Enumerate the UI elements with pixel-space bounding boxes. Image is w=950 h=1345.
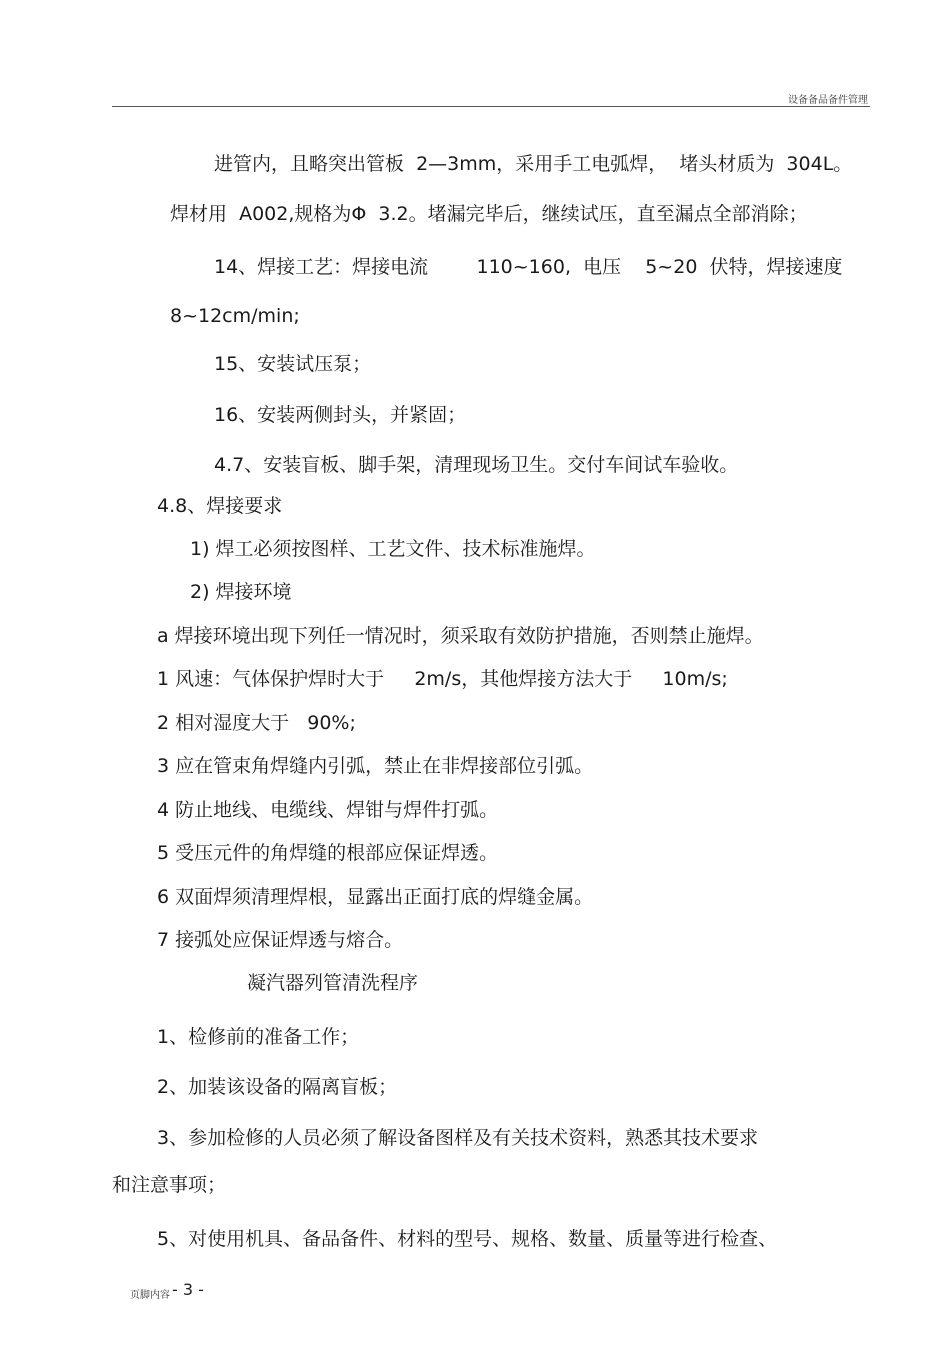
text-line: 5 受压元件的角焊缝的根部应保证焊透。	[157, 842, 499, 864]
section-heading: 4.8、焊接要求	[157, 495, 283, 517]
page-number: - 3 -	[172, 1280, 204, 1299]
text-line: 7 接弧处应保证焊透与熔合。	[157, 929, 404, 951]
text-line: 3、参加检修的人员必须了解设备图样及有关技术资料，熟悉其技术要求	[157, 1127, 759, 1149]
text-line: 14、焊接工艺：焊接电流 110~160, 电压 5~20 伏特，焊接速度	[214, 256, 843, 278]
header-text: 设备备品备件管理	[788, 95, 868, 106]
text-line: 1 风速：气体保护焊时大于 2m/s，其他焊接方法大于 10m/s;	[157, 668, 728, 690]
text-line: 进管内，且略突出管板 2—3mm，采用手工电弧焊， 堵头材质为 304L。	[214, 153, 853, 175]
text-line: 16、安装两侧封头，并紧固；	[214, 404, 467, 426]
text-line: 焊材用 A002,规格为Φ 3.2。堵漏完毕后，继续试压，直至漏点全部消除；	[170, 203, 808, 225]
footer-label: 页脚内容	[130, 1290, 170, 1301]
text-line: 15、安装试压泵；	[214, 353, 372, 375]
text-line: 1、检修前的准备工作；	[157, 1026, 360, 1048]
text-line: 2、加装该设备的隔离盲板；	[157, 1076, 398, 1098]
text-line: 4 防止地线、电缆线、焊钳与焊件打弧。	[157, 799, 499, 821]
section-title: 凝汽器列管清洗程序	[247, 972, 419, 994]
text-line: 8~12cm/min;	[170, 305, 300, 327]
header-rule	[112, 106, 870, 107]
text-line: 和注意事项；	[112, 1174, 227, 1196]
text-line: 2 相对湿度大于 90%;	[157, 712, 356, 734]
text-line: a 焊接环境出现下列任一情况时，须采取有效防护措施，否则禁止施焊。	[157, 625, 764, 647]
text-line: 6 双面焊须清理焊根，显露出正面打底的焊缝金属。	[157, 886, 594, 908]
text-line: 3 应在管束角焊缝内引弧，禁止在非焊接部位引弧。	[157, 755, 594, 777]
text-line: 1) 焊工必须按图样、工艺文件、技术标准施焊。	[190, 538, 596, 560]
text-line: 5、对使用机具、备品备件、材料的型号、规格、数量、质量等进行检查、	[157, 1228, 778, 1250]
text-line: 4.7、安装盲板、脚手架，清理现场卫生。交付车间试车验收。	[214, 454, 739, 476]
text-line: 2) 焊接环境	[190, 581, 292, 603]
